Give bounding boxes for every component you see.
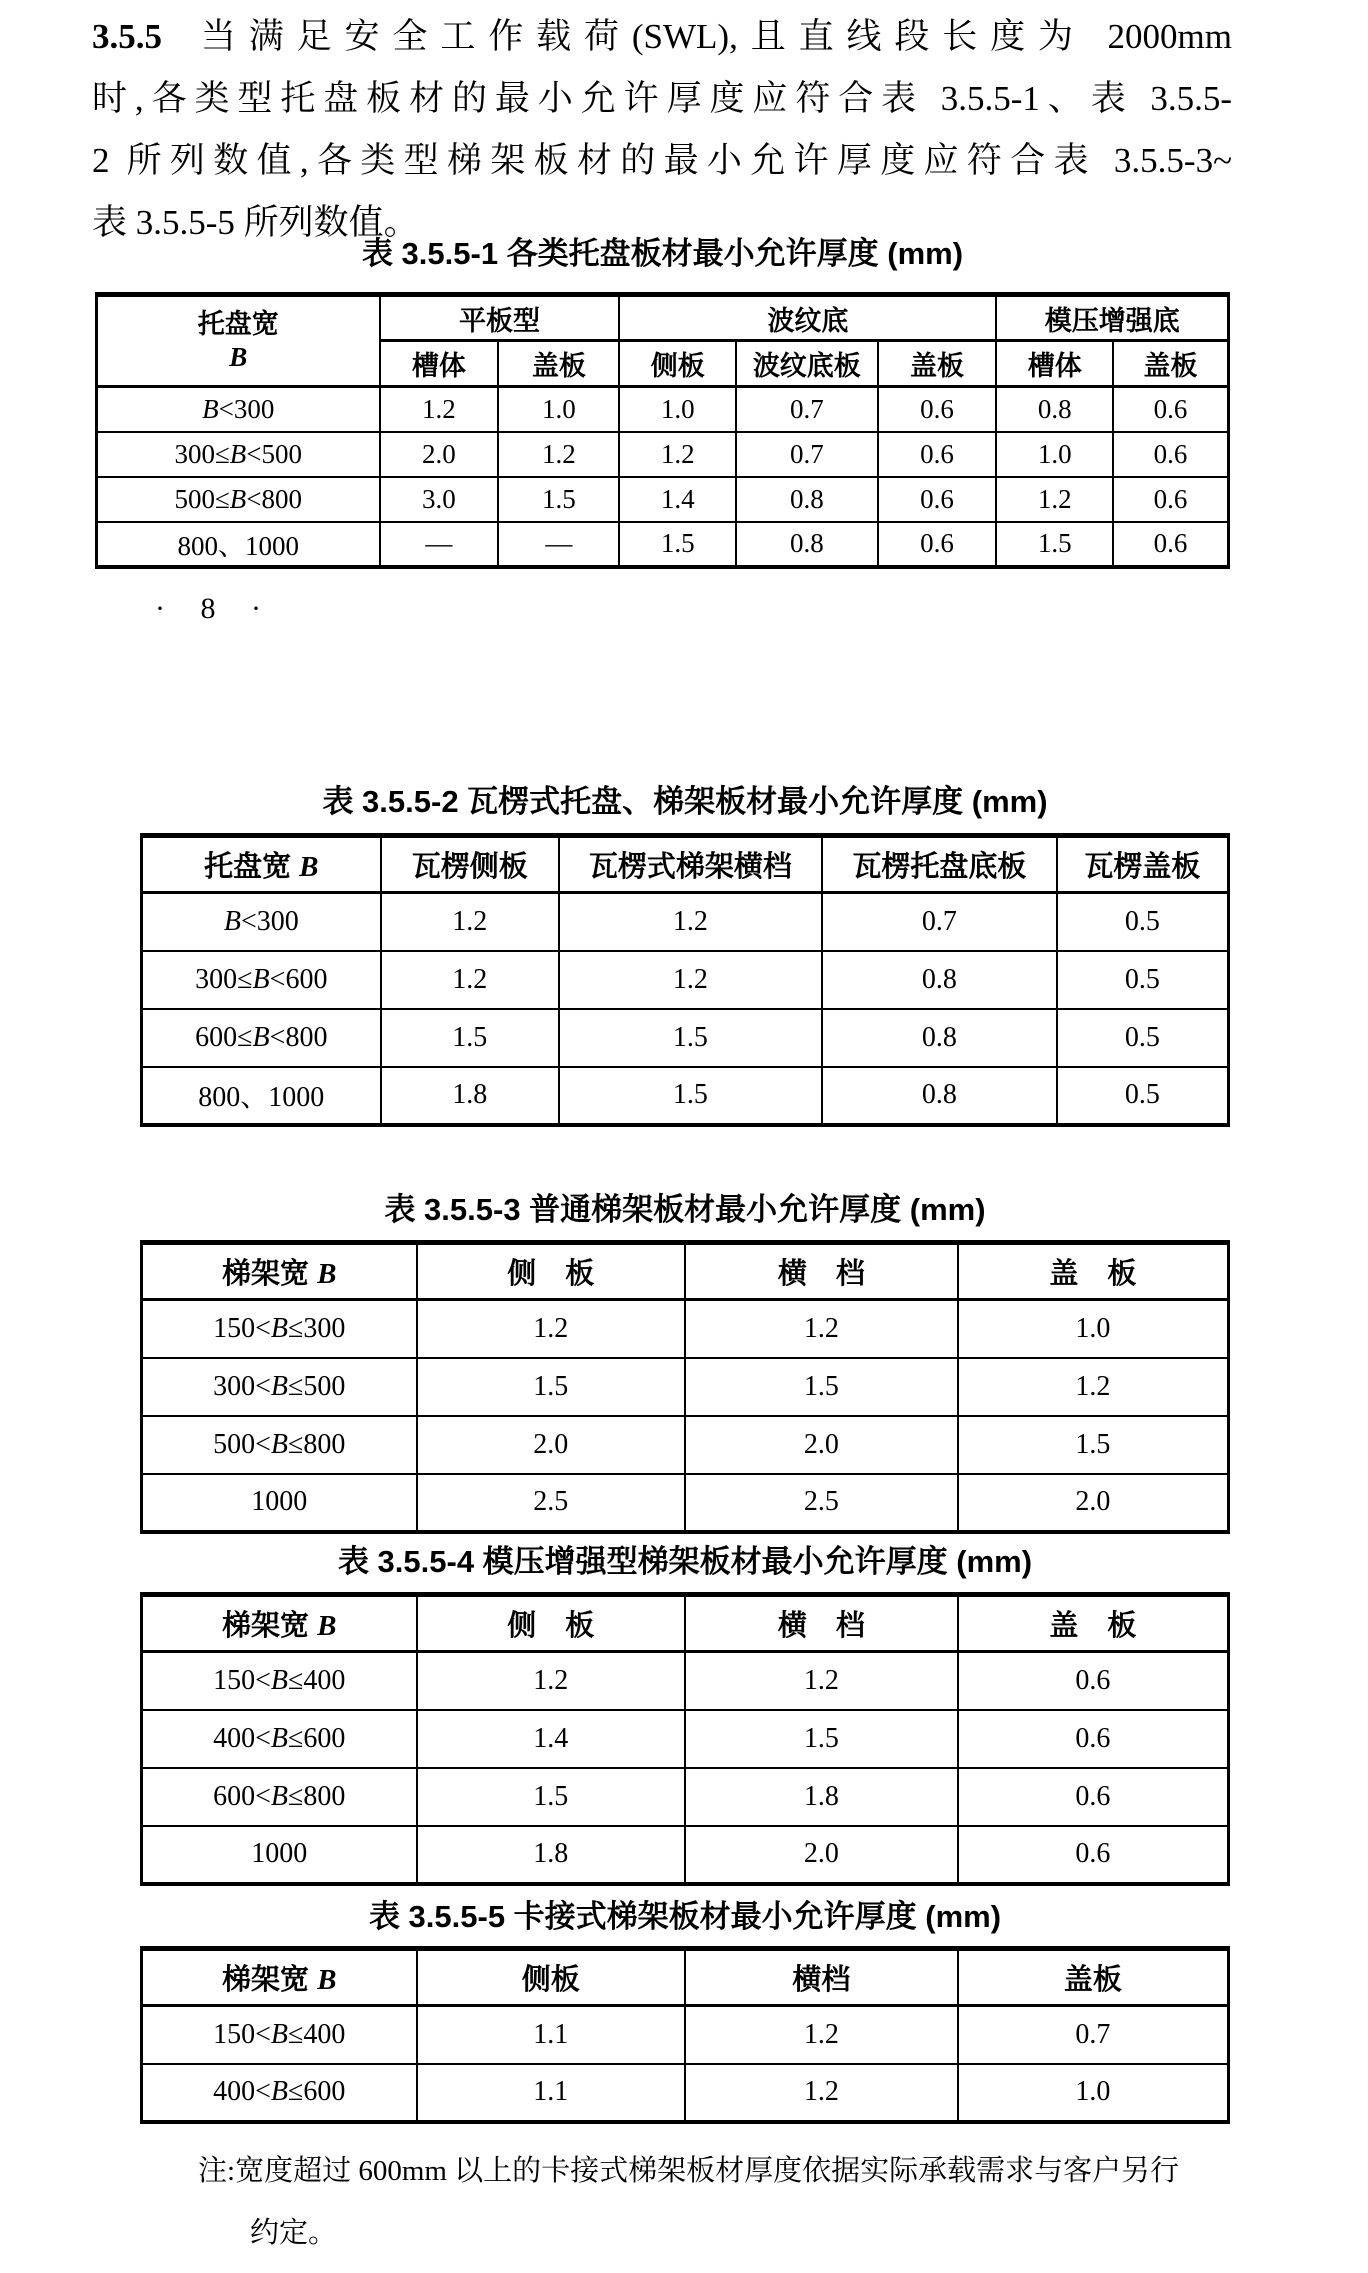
table3-header: 横 档 xyxy=(685,1243,958,1300)
table-row xyxy=(142,1300,1229,1358)
value-cell: 0.6 xyxy=(878,477,997,522)
row-range-cell: B<300 xyxy=(142,893,381,951)
table1-subheader: 槽体 xyxy=(996,341,1113,387)
value-cell: 1.5 xyxy=(417,1768,685,1826)
table-3-5-5-5 xyxy=(140,1946,1230,2124)
footnote-line-1 xyxy=(198,2140,1288,2202)
table1-group-flat: 平板型 xyxy=(380,295,620,341)
value-cell: 1.0 xyxy=(498,387,619,432)
value-cell: 1.0 xyxy=(619,387,736,432)
value-cell: 1.2 xyxy=(619,432,736,477)
table2-title: 表 3.5.5-2 瓦楞式托盘、梯架板材最小允许厚度 (mm) xyxy=(322,784,1048,819)
value-cell: 0.8 xyxy=(822,1067,1057,1125)
table1-subheader: 盖板 xyxy=(1113,341,1228,387)
value-cell: 0.5 xyxy=(1057,1009,1229,1067)
value-cell: 1.2 xyxy=(685,1652,958,1710)
table2-header-row xyxy=(142,836,1229,893)
table4-header: 梯架宽 B xyxy=(142,1595,417,1652)
value-cell: 1.5 xyxy=(619,522,736,567)
value-cell: 1.5 xyxy=(685,1710,958,1768)
value-cell: 1.0 xyxy=(958,2064,1229,2122)
section-paragraph xyxy=(92,6,1232,254)
row-range-cell: 300≤B<600 xyxy=(142,951,381,1009)
table-row xyxy=(142,1474,1229,1532)
value-cell: 1.5 xyxy=(381,1009,559,1067)
table1-col1-header xyxy=(97,295,380,387)
value-cell: 0.6 xyxy=(1113,432,1228,477)
value-cell: 0.6 xyxy=(1113,387,1228,432)
row-range-cell: 500≤B<800 xyxy=(97,477,380,522)
value-cell: 0.6 xyxy=(958,1826,1229,1884)
value-cell: 2.0 xyxy=(685,1826,958,1884)
value-cell: 0.6 xyxy=(1113,522,1228,567)
row-range-cell: 600≤B<800 xyxy=(142,1009,381,1067)
value-cell: 1.5 xyxy=(685,1358,958,1416)
table4-body xyxy=(142,1652,1229,1884)
value-cell: 1.1 xyxy=(417,2064,685,2122)
value-cell: 1.2 xyxy=(559,951,822,1009)
value-cell: 1.2 xyxy=(559,893,822,951)
value-cell: 0.7 xyxy=(958,2006,1229,2064)
table2-body xyxy=(142,893,1229,1125)
table-row xyxy=(142,1826,1229,1884)
value-cell: 1.2 xyxy=(685,1300,958,1358)
value-cell: 1.2 xyxy=(498,432,619,477)
row-range-cell: B<300 xyxy=(97,387,380,432)
table-row xyxy=(142,2064,1229,2122)
table5-header-row xyxy=(142,1949,1229,2006)
value-cell: 3.0 xyxy=(380,477,499,522)
value-cell: 2.0 xyxy=(380,432,499,477)
value-cell: 0.5 xyxy=(1057,893,1229,951)
table-row xyxy=(142,1768,1229,1826)
value-cell: 0.6 xyxy=(878,522,997,567)
table-3-5-5-3 xyxy=(140,1240,1230,1534)
value-cell: 1.8 xyxy=(685,1768,958,1826)
value-cell: 1.8 xyxy=(417,1826,685,1884)
table-row xyxy=(142,893,1229,951)
table-row xyxy=(142,1358,1229,1416)
table1-group-molded: 模压增强底 xyxy=(996,295,1228,341)
footnote-label: 注: xyxy=(198,2155,236,2187)
value-cell: — xyxy=(380,522,499,567)
table3-title: 表 3.5.5-3 普通梯架板材最小允许厚度 (mm) xyxy=(384,1192,986,1227)
table1-header-row-1 xyxy=(97,295,1229,341)
table3-header: 盖 板 xyxy=(958,1243,1229,1300)
table5-footnote xyxy=(198,2140,1288,2264)
table-row xyxy=(142,1067,1229,1125)
value-cell: 1.2 xyxy=(996,477,1113,522)
value-cell: 0.7 xyxy=(822,893,1057,951)
value-cell: 1.8 xyxy=(381,1067,559,1125)
table5-title: 表 3.5.5-5 卡接式梯架板材最小允许厚度 (mm) xyxy=(368,1899,1002,1934)
table5-header: 梯架宽 B xyxy=(142,1949,417,2006)
row-range-cell: 150<B≤400 xyxy=(142,1652,417,1710)
paragraph-line-2: 时,各类型托盘板材的最小允许厚度应符合表 3.5.5-1、表 3.5.5- xyxy=(92,79,1232,118)
value-cell: 1.5 xyxy=(996,522,1113,567)
table3-body xyxy=(142,1300,1229,1532)
value-cell: 1.4 xyxy=(417,1710,685,1768)
paragraph-line-4: 表 3.5.5-5 所列数值。 xyxy=(92,203,419,242)
value-cell: 1.1 xyxy=(417,2006,685,2064)
value-cell: 1.2 xyxy=(417,1300,685,1358)
table4-header: 横 档 xyxy=(685,1595,958,1652)
table3-header-row xyxy=(142,1243,1229,1300)
value-cell: 1.5 xyxy=(559,1067,822,1125)
table2-header: 瓦楞盖板 xyxy=(1057,836,1229,893)
table3-header: 侧 板 xyxy=(417,1243,685,1300)
row-range-cell: 1000 xyxy=(142,1826,417,1884)
value-cell: 1.2 xyxy=(685,2064,958,2122)
row-range-cell: 500<B≤800 xyxy=(142,1416,417,1474)
table4-header: 盖 板 xyxy=(958,1595,1229,1652)
table-row xyxy=(97,432,1229,477)
row-range-cell: 150<B≤400 xyxy=(142,2006,417,2064)
value-cell: 0.6 xyxy=(958,1768,1229,1826)
value-cell: 0.5 xyxy=(1057,1067,1229,1125)
row-range-cell: 1000 xyxy=(142,1474,417,1532)
table-row xyxy=(97,387,1229,432)
paragraph-line-3: 2 所列数值,各类型梯架板材的最小允许厚度应符合表 3.5.5-3~ xyxy=(92,141,1232,180)
table1-title: 表 3.5.5-1 各类托盘板材最小允许厚度 (mm) xyxy=(361,236,964,271)
value-cell: 0.6 xyxy=(878,432,997,477)
table-row xyxy=(142,951,1229,1009)
table4-header-row xyxy=(142,1595,1229,1652)
value-cell: 1.5 xyxy=(958,1416,1229,1474)
table-row xyxy=(142,2006,1229,2064)
value-cell: 1.5 xyxy=(559,1009,822,1067)
paragraph-text: 当满足安全工作载荷(SWL),且直线段长度为 2000mm xyxy=(188,17,1232,56)
value-cell: 0.7 xyxy=(736,387,878,432)
value-cell: 1.5 xyxy=(417,1358,685,1416)
value-cell: 2.5 xyxy=(685,1474,958,1532)
value-cell: 0.6 xyxy=(1113,477,1228,522)
value-cell: 0.7 xyxy=(736,432,878,477)
row-range-cell: 400<B≤600 xyxy=(142,2064,417,2122)
value-cell: 0.8 xyxy=(736,477,878,522)
table2-header: 瓦楞侧板 xyxy=(381,836,559,893)
table1-subheader: 波纹底板 xyxy=(736,341,878,387)
value-cell: — xyxy=(498,522,619,567)
table-3-5-5-1 xyxy=(95,292,1230,569)
row-range-cell: 400<B≤600 xyxy=(142,1710,417,1768)
table1-group-corrugated: 波纹底 xyxy=(619,295,996,341)
value-cell: 1.2 xyxy=(381,893,559,951)
table-row xyxy=(97,522,1229,567)
value-cell: 1.2 xyxy=(417,1652,685,1710)
table1-subheader: 盖板 xyxy=(878,341,997,387)
value-cell: 1.2 xyxy=(685,2006,958,2064)
table4-header: 侧 板 xyxy=(417,1595,685,1652)
table3-header: 梯架宽 B xyxy=(142,1243,417,1300)
table5-header: 横档 xyxy=(685,1949,958,2006)
table1-body xyxy=(97,387,1229,567)
value-cell: 1.4 xyxy=(619,477,736,522)
value-cell: 0.5 xyxy=(1057,951,1229,1009)
page-number: · 8 · xyxy=(155,592,275,625)
value-cell: 1.2 xyxy=(958,1358,1229,1416)
row-range-cell: 150<B≤300 xyxy=(142,1300,417,1358)
section-number: 3.5.5 xyxy=(92,17,162,56)
table1-col1-label: 托盘宽 xyxy=(197,309,279,339)
table-row xyxy=(97,477,1229,522)
value-cell: 1.2 xyxy=(380,387,499,432)
table-row xyxy=(142,1416,1229,1474)
table2-header: 瓦楞托盘底板 xyxy=(822,836,1057,893)
value-cell: 0.8 xyxy=(996,387,1113,432)
value-cell: 1.0 xyxy=(958,1300,1229,1358)
row-range-cell: 300<B≤500 xyxy=(142,1358,417,1416)
table2-header: 托盘宽 B xyxy=(142,836,381,893)
value-cell: 2.5 xyxy=(417,1474,685,1532)
footnote-line-2: 约定。 xyxy=(250,2217,338,2249)
row-range-cell: 800、1000 xyxy=(97,522,380,567)
table1-col1-symbol: B xyxy=(229,342,248,372)
value-cell: 0.6 xyxy=(958,1652,1229,1710)
table5-header: 侧板 xyxy=(417,1949,685,2006)
table1-subheader: 槽体 xyxy=(380,341,499,387)
paragraph-line-1 xyxy=(92,6,1232,68)
value-cell: 1.2 xyxy=(381,951,559,1009)
table5-header: 盖板 xyxy=(958,1949,1229,2006)
row-range-cell: 600<B≤800 xyxy=(142,1768,417,1826)
table5-body xyxy=(142,2006,1229,2122)
value-cell: 1.5 xyxy=(498,477,619,522)
table-row xyxy=(142,1710,1229,1768)
value-cell: 0.8 xyxy=(822,1009,1057,1067)
table-row xyxy=(142,1652,1229,1710)
value-cell: 0.6 xyxy=(878,387,997,432)
value-cell: 2.0 xyxy=(685,1416,958,1474)
table-row xyxy=(142,1009,1229,1067)
table-3-5-5-2 xyxy=(140,833,1230,1127)
table-3-5-5-4 xyxy=(140,1592,1230,1886)
table2-header: 瓦楞式梯架横档 xyxy=(559,836,822,893)
table1-subheader: 侧板 xyxy=(619,341,736,387)
value-cell: 0.8 xyxy=(822,951,1057,1009)
table4-title: 表 3.5.5-4 模压增强型梯架板材最小允许厚度 (mm) xyxy=(337,1544,1033,1579)
table1-subheader: 盖板 xyxy=(498,341,619,387)
footnote-text: 宽度超过 600mm 以上的卡接式梯架板材厚度依据实际承载需求与客户另行 xyxy=(235,2155,1180,2187)
row-range-cell: 800、1000 xyxy=(142,1067,381,1125)
value-cell: 1.0 xyxy=(996,432,1113,477)
value-cell: 2.0 xyxy=(958,1474,1229,1532)
value-cell: 2.0 xyxy=(417,1416,685,1474)
value-cell: 0.8 xyxy=(736,522,878,567)
value-cell: 0.6 xyxy=(958,1710,1229,1768)
row-range-cell: 300≤B<500 xyxy=(97,432,380,477)
